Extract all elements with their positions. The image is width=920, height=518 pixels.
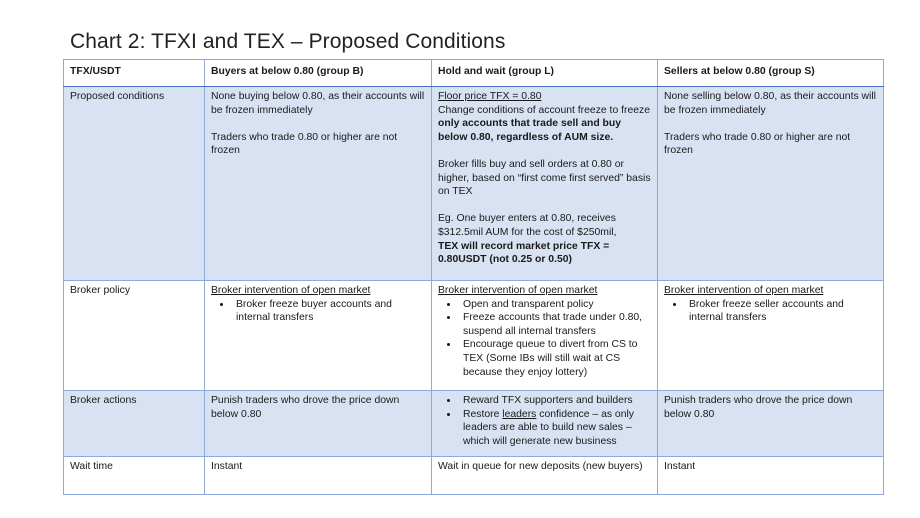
row-label: Broker policy — [64, 281, 205, 391]
cell-wait-buyers: Instant — [205, 457, 432, 495]
cell-text: None buying below 0.80, as their accounts will be frozen immediately — [211, 91, 425, 116]
example-bold: TEX will record market price TFX = 0.80USDT (not 0.25 or 0.50) — [438, 240, 610, 266]
cell-policy-hold — [432, 281, 658, 391]
list-item: • Broker freeze buyer accounts and internal transfers — [232, 298, 425, 325]
cell-actions-sellers: Punish traders who drove the price down below 0.80 — [658, 391, 884, 457]
table-row-policy — [64, 281, 884, 391]
cell-text: Traders who trade 0.80 or higher are not frozen — [211, 131, 398, 157]
bullet-list — [211, 298, 425, 325]
list-item: • Encourage queue to divert from CS to TEX (Some IBs will still wait at CS because they enjoy lottery) — [459, 338, 651, 379]
row-label: Wait time — [64, 457, 205, 495]
policy-heading: Broker intervention of open market — [438, 285, 598, 296]
row-label: Proposed conditions — [64, 87, 205, 281]
table-row-actions — [64, 391, 884, 457]
bullet-list — [664, 298, 877, 325]
list-item — [459, 408, 651, 449]
cell-proposed-sellers — [658, 87, 884, 281]
cell-wait-sellers: Instant — [658, 457, 884, 495]
header-row — [64, 60, 884, 87]
cell-text: Broker fills buy and sell orders at 0.80 or higher, based on “first come first served” basis on TEX — [438, 158, 651, 198]
bullet-list — [438, 394, 651, 448]
row-label: Broker actions — [64, 391, 205, 457]
cell-proposed-hold — [432, 87, 658, 281]
cell-text — [438, 104, 651, 145]
cell-text: None selling below 0.80, as their accounts will be frozen immediately — [664, 91, 876, 116]
header-hold: Hold and wait (group L) — [432, 60, 658, 87]
change-conditions-text: Change conditions of account freeze to freeze — [438, 104, 650, 116]
cell-policy-sellers — [658, 281, 884, 391]
page-title: Chart 2: TFXI and TEX – Proposed Conditions — [70, 30, 506, 53]
floor-price-text: Floor price TFX = 0.80 — [438, 91, 542, 102]
cell-actions-hold — [432, 391, 658, 457]
example-text: Eg. One buyer enters at 0.80, receives $312.5mil AUM for the cost of $250mil, — [438, 213, 617, 238]
conditions-table — [63, 59, 884, 495]
list-item: • Freeze accounts that trade under 0.80, suspend all internal transfers — [459, 311, 651, 338]
table-row-proposed — [64, 87, 884, 281]
leaders-text: leaders — [502, 408, 537, 420]
list-item: • Open and transparent policy — [459, 298, 651, 312]
cell-policy-buyers — [205, 281, 432, 391]
cell-text: Traders who trade 0.80 or higher are not frozen — [664, 131, 851, 157]
header-buyers: Buyers at below 0.80 (group B) — [205, 60, 432, 87]
table-row-wait — [64, 457, 884, 495]
policy-heading: Broker intervention of open market — [211, 285, 371, 296]
bullet-list — [438, 298, 651, 380]
cell-wait-hold: Wait in queue for new deposits (new buyers) — [432, 457, 658, 495]
cell-actions-buyers: Punish traders who drove the price down below 0.80 — [205, 391, 432, 457]
policy-heading: Broker intervention of open market — [664, 285, 824, 296]
confidence-text: confidence – as only leaders are able to build new sales – which will generate new business — [463, 408, 634, 447]
list-item: • Broker freeze seller accounts and internal transfers — [685, 298, 877, 325]
cell-proposed-buyers — [205, 87, 432, 281]
restore-text: Restore — [463, 408, 503, 420]
list-item: • Reward TFX supporters and builders — [459, 394, 651, 408]
change-conditions-bold: only accounts that trade sell and buy below 0.80, regardless of AUM size. — [438, 118, 622, 143]
header-pair: TFX/USDT — [64, 60, 205, 87]
header-sellers: Sellers at below 0.80 (group S) — [658, 60, 884, 87]
